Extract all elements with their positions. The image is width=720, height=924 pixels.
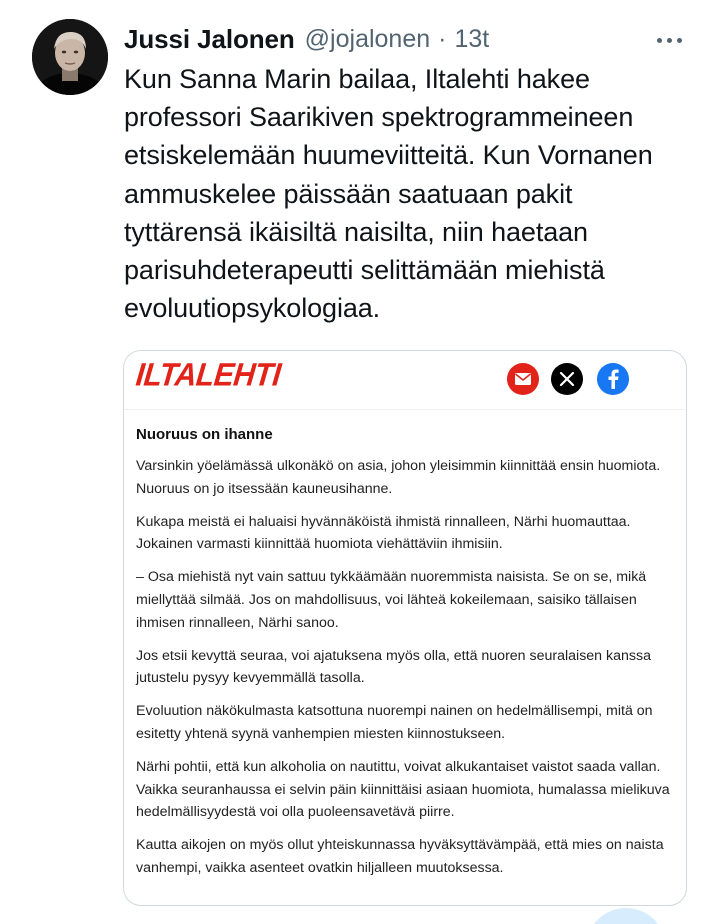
more-options-icon[interactable]	[652, 28, 686, 52]
article-paragraph: Närhi pohtii, että kun alkoholia on nautittu, voivat alkukantaiset vaistot saada vallan. Vaikka seuranhaussa ei selvin päin kiinnittäisi asiaan huomiota, humalassa mielikuva hedelmällisyydestä voi olla puoleensavetävä piirre.	[136, 759, 670, 821]
attached-image-card[interactable]	[123, 350, 687, 906]
card-divider	[124, 409, 686, 410]
facebook-icon	[597, 363, 629, 395]
author-avatar[interactable]	[32, 19, 108, 95]
tweet-header	[124, 22, 700, 56]
mail-icon	[507, 363, 539, 395]
x-icon	[551, 363, 583, 395]
article-paragraph: Kautta aikojen on myös ollut yhteiskunnassa hyväksyttävämpää, että mies on naista vanhempi, vaikka asenteet ovatkin hiljalleen muutoksessa.	[136, 837, 664, 876]
author-handle[interactable]: @jojalonen	[304, 24, 431, 53]
article-paragraph: – Osa miehistä nyt vain sattuu tykkäämään nuoremmista naisista. Se on se, mikä miellyttää silmää. Jos on mahdollisuus, voi lähteä kokeilemaan, saisiko tällaisen ihmisen rinnalleen, Närhi sanoo.	[136, 569, 647, 631]
author-name[interactable]: Jussi Jalonen	[124, 23, 295, 54]
floating-compose-button[interactable]	[586, 908, 666, 924]
article-paragraph: Evoluution näkökulmasta katsottuna nuorempi nainen on hedelmällisempi, mitä on esitetty yhtenä syynä vanhempien miesten kiinnostukseen.	[136, 703, 653, 742]
iltalehti-logo: ILTALEHTI	[134, 357, 283, 394]
article-paragraph: Jos etsii kevyttä seuraa, voi ajatuksena myös olla, että nuoren seuralaisen kanssa jutustelu pysyy kevyemmällä tasolla.	[136, 647, 651, 687]
separator-dot: ·	[438, 24, 447, 53]
article-paragraph: Kukapa meistä ei haluaisi hyvännäköistä ihmistä rinnalleen, Närhi huomauttaa. Jokainen varmasti kiinnittää huomiota viehättäviin ihmisiin.	[136, 513, 631, 553]
article-paragraph: Varsinkin yöelämässä ulkonäkö on asia, johon yleisimmin kiinnittää ensin huomiota. Nuoruus on jo itsessään kauneusihanne.	[136, 458, 661, 497]
tweet-text: Kun Sanna Marin bailaa, Iltalehti hakee professori Saarikiven spektrogrammeineen etsiskelemään huumeviitteitä. Kun Vornanen ammuskelee päissään saatuaan pakit tyttärensä ikäisiltä naisilta, niin haetaan parisuhdeterapeutti selittämään miehistä evoluutiopsykologiaa.	[124, 64, 653, 324]
article-body	[136, 425, 681, 890]
avatar-portrait-image	[32, 19, 108, 95]
tweet-timestamp[interactable]: 13t	[454, 24, 490, 53]
article-heading: Nuoruus on ihanne	[136, 426, 273, 443]
